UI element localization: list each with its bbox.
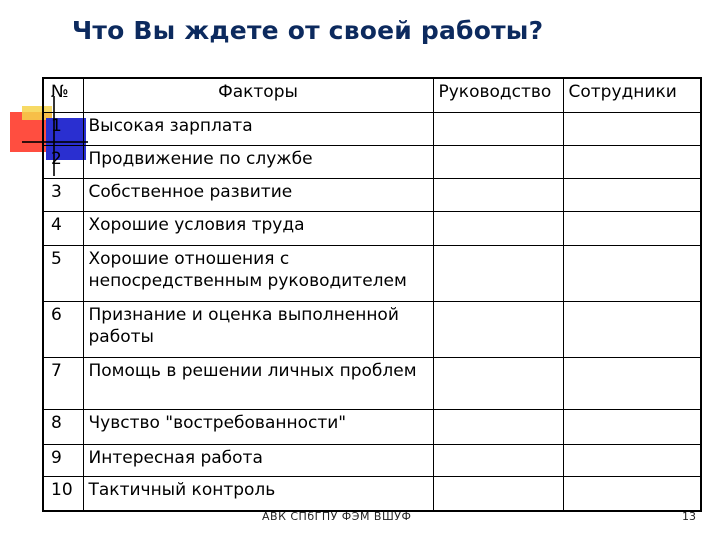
row-employees-cell [563, 112, 701, 145]
footer-organization: АВК СПбГПУ ФЭМ ВШУФ [262, 510, 412, 523]
row-management-cell [433, 178, 563, 211]
row-factor: Тактичный контроль [83, 476, 433, 511]
footer-page-number: 13 [682, 510, 696, 523]
row-num: 4 [43, 211, 83, 245]
header-employees: Сотрудники [563, 78, 701, 112]
row-management-cell [433, 409, 563, 444]
header-num: № [43, 78, 83, 112]
row-employees-cell [563, 178, 701, 211]
table-row [43, 112, 701, 145]
row-factor: Хорошие отношения с непосредственным руководителем [83, 245, 433, 301]
row-num: 10 [43, 476, 83, 511]
factors-table [42, 77, 702, 512]
row-factor: Высокая зарплата [83, 112, 433, 145]
row-employees-cell [563, 476, 701, 511]
header-management: Руководство [433, 78, 563, 112]
header-factors: Факторы [83, 78, 433, 112]
row-management-cell [433, 112, 563, 145]
table-row [43, 245, 701, 301]
table-row [43, 178, 701, 211]
table-row [43, 211, 701, 245]
row-num: 2 [43, 145, 83, 178]
row-management-cell [433, 301, 563, 357]
row-factor: Помощь в решении личных проблем [83, 357, 433, 409]
row-factor: Хорошие условия труда [83, 211, 433, 245]
row-employees-cell [563, 211, 701, 245]
row-employees-cell [563, 357, 701, 409]
row-factor: Интересная работа [83, 444, 433, 476]
row-management-cell [433, 357, 563, 409]
table-row [43, 444, 701, 476]
row-employees-cell [563, 145, 701, 178]
row-num: 8 [43, 409, 83, 444]
row-management-cell [433, 145, 563, 178]
row-num: 7 [43, 357, 83, 409]
row-management-cell [433, 211, 563, 245]
row-management-cell [433, 476, 563, 511]
factors-table-wrapper [42, 77, 700, 510]
row-employees-cell [563, 301, 701, 357]
row-num: 3 [43, 178, 83, 211]
row-num: 1 [43, 112, 83, 145]
table-header-row [43, 78, 701, 112]
table-row [43, 145, 701, 178]
table-row [43, 301, 701, 357]
row-num: 5 [43, 245, 83, 301]
row-employees-cell [563, 409, 701, 444]
row-employees-cell [563, 444, 701, 476]
row-management-cell [433, 245, 563, 301]
table-row [43, 357, 701, 409]
row-num: 6 [43, 301, 83, 357]
row-factor: Собственное развитие [83, 178, 433, 211]
row-employees-cell [563, 245, 701, 301]
table-row [43, 476, 701, 511]
row-factor: Продвижение по службе [83, 145, 433, 178]
row-factor: Признание и оценка выполненной работы [83, 301, 433, 357]
slide-title: Что Вы ждете от своей работы? [72, 16, 544, 45]
table-row [43, 409, 701, 444]
row-management-cell [433, 444, 563, 476]
row-num: 9 [43, 444, 83, 476]
row-factor: Чувство "востребованности" [83, 409, 433, 444]
